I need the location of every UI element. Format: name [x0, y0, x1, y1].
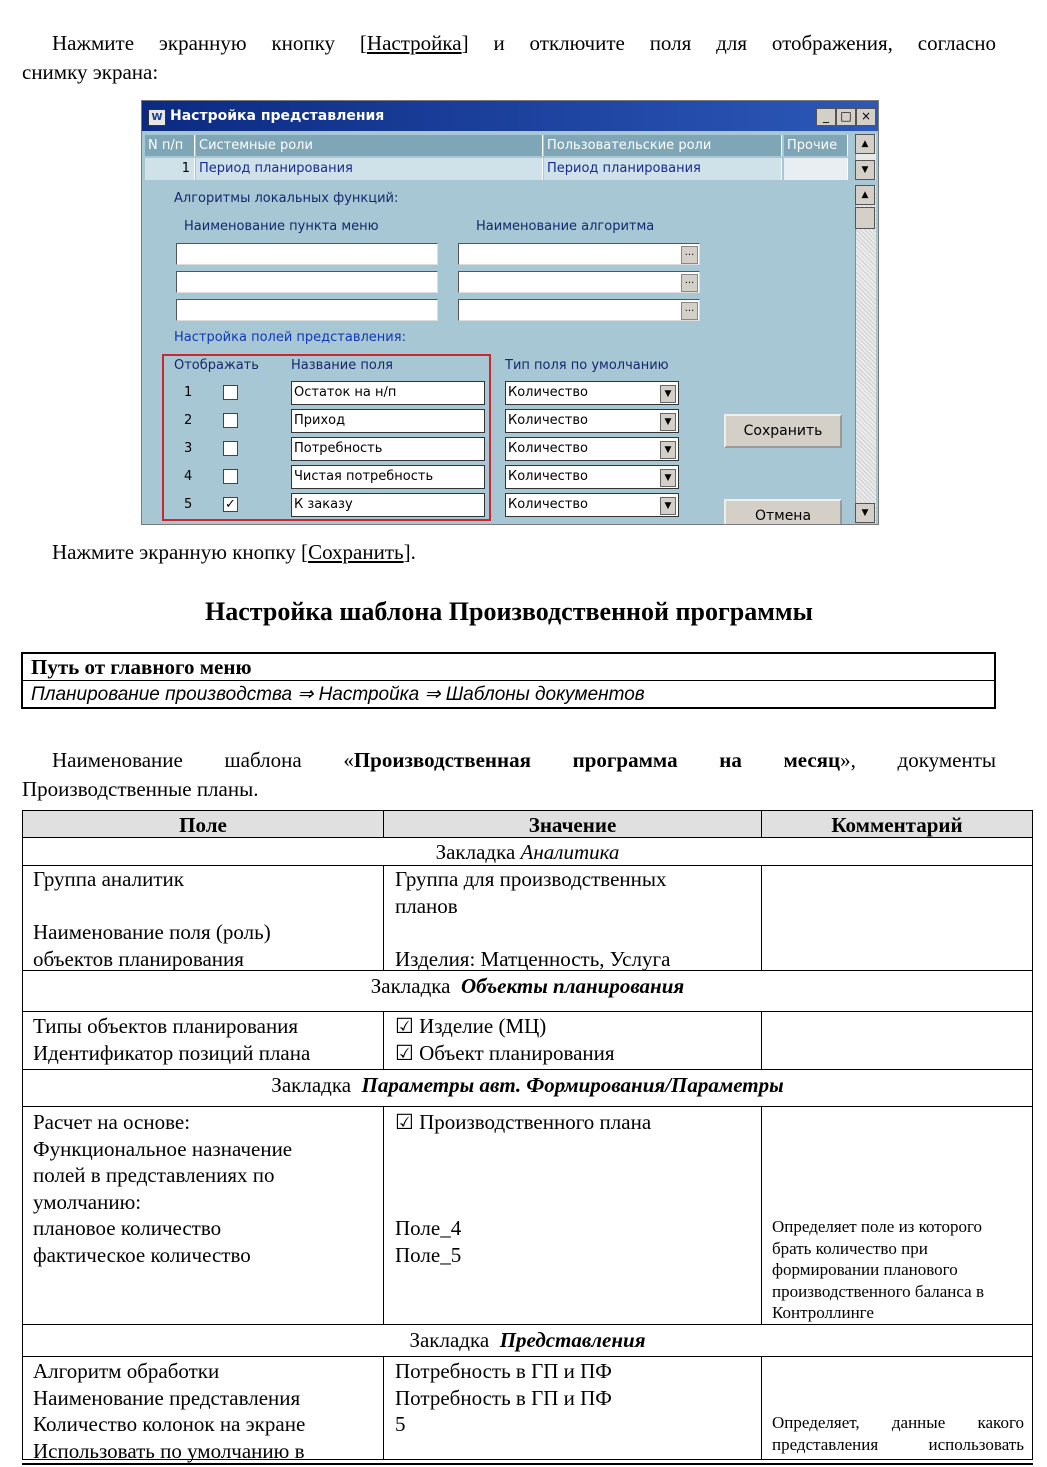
cell-line: плановое количество — [33, 1216, 222, 1240]
cell-line: Алгоритм обработки — [33, 1359, 220, 1383]
objects-field — [33, 1013, 310, 1066]
field-type-select[interactable] — [505, 381, 679, 405]
algorithm-field-1[interactable] — [458, 243, 700, 265]
highlight-frame — [162, 354, 491, 521]
template-suffix: », документы — [840, 748, 996, 772]
template-line-2: Производственные планы. — [22, 777, 259, 801]
field-name-input[interactable]: Потребность — [291, 437, 485, 461]
browse-icon[interactable]: ... — [681, 274, 698, 292]
algorithm-header: Наименование алгоритма — [476, 219, 655, 234]
menu-item-field-1[interactable] — [176, 243, 438, 265]
tab-name: Аналитика — [520, 840, 620, 864]
cell-line: Функциональное назначение — [33, 1136, 293, 1161]
cell-line: 5 — [395, 1412, 406, 1436]
cell-line: ☑ Объект планирования — [395, 1040, 615, 1065]
table-col-rule — [761, 811, 762, 837]
field-type-select[interactable] — [505, 465, 679, 489]
grid-scroll-up-icon[interactable]: ▲ — [855, 134, 875, 154]
cell-line: объектов планирования — [33, 946, 244, 971]
header-comment: Комментарий — [762, 811, 1032, 837]
form-scroll-thumb[interactable] — [855, 207, 875, 229]
menu-path-header: Путь от главного меню — [23, 654, 994, 681]
table-rule — [23, 837, 1032, 838]
page-bottom-rule — [22, 1463, 1033, 1465]
tab-name: Представления — [499, 1328, 646, 1352]
field-type-value: Количество — [508, 497, 588, 512]
col-header-system-roles: Системные роли — [196, 135, 543, 156]
cell-line: фактическое количество — [33, 1242, 251, 1267]
cell-line: Поле_4 — [395, 1216, 462, 1240]
window-title: Настройка представления — [170, 108, 385, 124]
tab-word: Закладка — [409, 1328, 490, 1352]
table-col-rule — [761, 1356, 762, 1460]
table-col-rule — [761, 865, 762, 970]
close-icon[interactable]: × — [856, 108, 876, 126]
table-rule — [23, 1324, 1032, 1325]
save-button[interactable]: Сохранить — [724, 414, 842, 448]
template-name: Производственная программа на месяц — [353, 748, 841, 772]
cell-line: Потребность в ГП и ПФ — [395, 1385, 612, 1410]
dropdown-arrow-icon[interactable]: ▼ — [660, 413, 676, 431]
field-type-select[interactable] — [505, 409, 679, 433]
field-row-num: 2 — [184, 413, 193, 428]
cancel-button[interactable]: Отмена — [724, 499, 842, 525]
window-titlebar — [142, 101, 878, 131]
field-type-value: Количество — [508, 413, 588, 428]
cell-line: Изделия: Матценность, Услуга — [395, 946, 671, 971]
field-type-select[interactable] — [505, 493, 679, 517]
objects-value — [395, 1013, 615, 1066]
col-header-other: Прочие — [784, 135, 848, 156]
algorithms-label: Алгоритмы локальных функций: — [174, 191, 399, 206]
table-rule — [23, 1011, 1032, 1012]
intro-line-2: снимку экрана: — [22, 60, 159, 84]
field-type-value: Количество — [508, 469, 588, 484]
cell-line — [395, 1136, 651, 1163]
analytics-field — [33, 866, 271, 972]
field-show-checkbox[interactable]: ✓ — [223, 497, 238, 512]
row-other[interactable] — [784, 158, 848, 180]
tab-band-params — [23, 1072, 1032, 1098]
cell-line: планов — [395, 893, 458, 918]
table-col-rule — [383, 1011, 384, 1069]
table-col-rule — [383, 1356, 384, 1460]
algorithm-field-3[interactable] — [458, 299, 700, 321]
row-system-role[interactable]: Период планирования — [196, 158, 543, 180]
intro-prefix: Нажмите экранную кнопку [ — [52, 31, 367, 55]
header-value: Значение — [384, 811, 761, 837]
intro-line-1 — [22, 29, 996, 58]
views-value — [395, 1358, 612, 1438]
save-button-link: Сохранить — [308, 540, 404, 564]
table-col-rule — [383, 865, 384, 970]
field-name-input[interactable]: Остаток на н/п — [291, 381, 485, 405]
field-type-value: Количество — [508, 441, 588, 456]
cell-line: Поле_5 — [395, 1242, 462, 1267]
show-header: Отображать — [174, 358, 259, 373]
table-rule — [23, 1106, 1032, 1107]
cell-line — [395, 1189, 651, 1216]
cell-line: Использовать по умолчанию в — [33, 1438, 305, 1463]
field-name-input[interactable]: К заказу — [291, 493, 485, 517]
header-field: Поле — [23, 811, 383, 837]
menu-item-header: Наименование пункта меню — [184, 219, 379, 234]
form-scroll-up-icon[interactable]: ▲ — [855, 185, 875, 205]
tab-name: Объекты планирования — [461, 974, 685, 998]
tab-band-objects — [23, 973, 1032, 999]
menu-item-field-2[interactable] — [176, 271, 438, 293]
field-name-input[interactable]: Чистая потребность — [291, 465, 485, 489]
tab-word: Закладка — [370, 974, 451, 998]
save-suffix: ]. — [403, 540, 416, 564]
browse-icon[interactable]: ... — [681, 302, 698, 320]
cell-line: Наименование представления — [33, 1385, 301, 1410]
field-row-num: 4 — [184, 469, 193, 484]
table-col-rule — [383, 811, 384, 837]
table-col-rule — [383, 1106, 384, 1324]
menu-item-field-3[interactable] — [176, 299, 438, 321]
cell-line: умолчанию: — [33, 1189, 142, 1214]
table-col-rule — [761, 1106, 762, 1324]
table-rule — [23, 1069, 1032, 1070]
row-num: 1 — [145, 158, 195, 180]
form-scrollbar[interactable] — [855, 185, 876, 523]
cell-line: полей в представлениях по — [33, 1163, 275, 1187]
cell-line: Идентификатор позиций плана — [33, 1040, 311, 1065]
tab-name: Параметры авт. Формирования/Параметры — [361, 1073, 784, 1097]
col-header-user-roles: Пользовательские роли — [544, 135, 782, 156]
settings-button-link: Настройка — [366, 31, 462, 55]
params-field — [33, 1109, 292, 1268]
browse-icon[interactable]: ... — [681, 246, 698, 264]
field-row-num: 3 — [184, 441, 193, 456]
form-scroll-down-icon[interactable]: ▼ — [855, 503, 875, 523]
views-comment — [772, 1412, 1024, 1455]
cell-line: Группа аналитик — [33, 867, 184, 891]
params-value — [395, 1109, 651, 1268]
menu-path-box — [21, 652, 996, 709]
cell-line: ☑ Изделие (МЦ) — [395, 1014, 547, 1038]
cell-line: Определяет, данные какого — [772, 1413, 1024, 1432]
view-settings-window-screenshot — [141, 100, 879, 525]
cell-line — [33, 893, 271, 920]
field-row-num: 5 — [184, 497, 193, 512]
cell-line — [395, 919, 670, 946]
app-icon: W — [148, 109, 166, 126]
save-instruction — [52, 538, 416, 567]
cell-line: ☑ Производственного плана — [395, 1110, 652, 1134]
menu-path: Планирование производства ⇒ Настройка ⇒ Шаблоны документов — [31, 684, 645, 705]
cell-line: Количество колонок на экране — [33, 1412, 306, 1436]
cell-line: Наименование поля (роль) — [33, 920, 271, 944]
section-title: Настройка шаблона Производственной программы — [205, 597, 813, 626]
field-type-select[interactable] — [505, 437, 679, 461]
dropdown-arrow-icon[interactable]: ▼ — [660, 441, 676, 459]
col-header-num: N п/п — [145, 135, 195, 156]
dropdown-arrow-icon[interactable]: ▼ — [660, 469, 676, 487]
tab-word: Закладка — [271, 1073, 352, 1097]
save-prefix: Нажмите экранную кнопку [ — [52, 540, 309, 564]
row-user-role[interactable]: Период планирования — [544, 158, 782, 180]
tab-band-analytics — [23, 839, 1032, 865]
field-name-header: Название поля — [291, 358, 393, 373]
dropdown-arrow-icon[interactable]: ▼ — [660, 385, 676, 403]
params-comment: Определяет поле из которого брать количество при формировании планового производственного баланса в Контроллинге — [772, 1217, 984, 1322]
dropdown-arrow-icon[interactable]: ▼ — [660, 497, 676, 515]
cell-line: Расчет на основе: — [33, 1110, 191, 1134]
cell-line — [395, 1162, 651, 1189]
analytics-value — [395, 866, 670, 972]
tab-band-views — [23, 1326, 1032, 1354]
cell-line: Группа для производственных — [395, 867, 667, 891]
grid-scroll-down-icon[interactable]: ▼ — [855, 160, 875, 180]
tab-word: Закладка — [435, 840, 516, 864]
fields-settings-label: Настройка полей представления: — [174, 330, 406, 345]
algorithm-field-2[interactable] — [458, 271, 700, 293]
table-col-rule — [761, 1011, 762, 1069]
intro-suffix: ] и отключите поля для отображения, согласно — [461, 31, 996, 55]
cell-line: Типы объектов планирования — [33, 1014, 299, 1038]
template-line-1 — [22, 746, 996, 775]
views-field — [33, 1358, 305, 1464]
table-rule — [23, 1356, 1032, 1357]
template-settings-table — [22, 810, 1033, 1463]
template-prefix: Наименование шаблона « — [52, 748, 354, 772]
cell-line: Потребность в ГП и ПФ — [395, 1359, 612, 1383]
default-type-header: Тип поля по умолчанию — [505, 358, 669, 373]
field-name-input[interactable]: Приход — [291, 409, 485, 433]
field-type-value: Количество — [508, 385, 588, 400]
field-row-num: 1 — [184, 385, 193, 400]
minimize-icon[interactable]: _ — [816, 108, 836, 126]
cell-line: представления использовать — [772, 1434, 1024, 1454]
maximize-icon[interactable]: □ — [836, 108, 856, 126]
